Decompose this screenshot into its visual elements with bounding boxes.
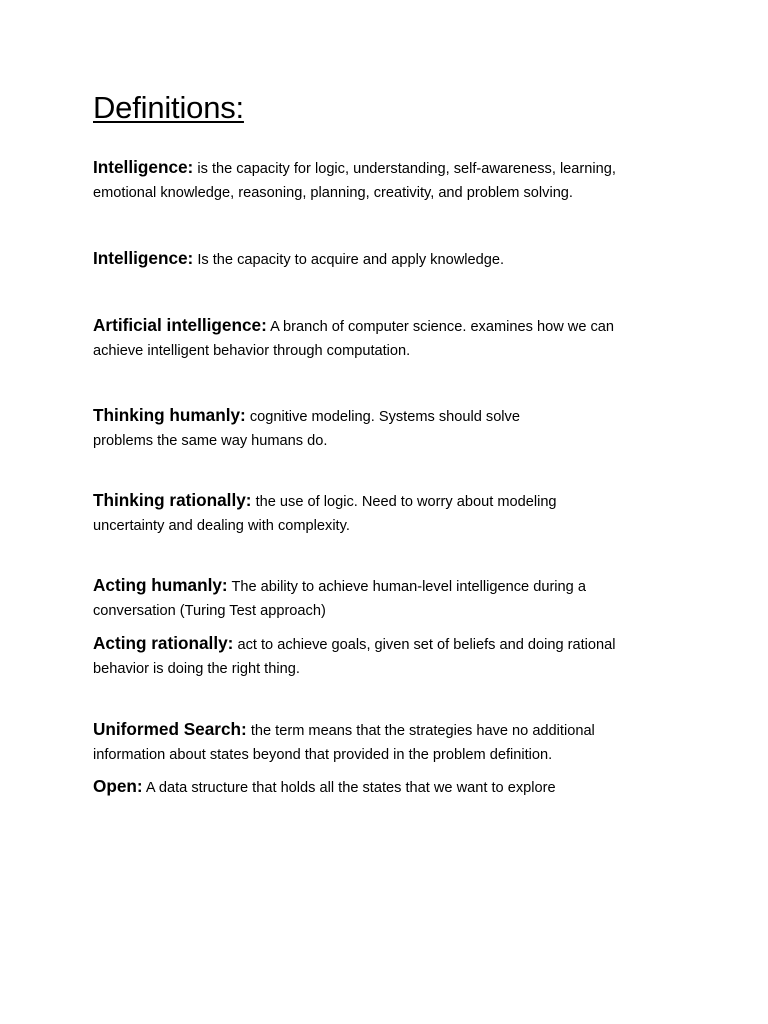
definition-text: the use of logic. Need to worry about modeling <box>255 494 557 510</box>
definition-term: Intelligence: <box>93 248 194 268</box>
definition-line <box>93 574 693 600</box>
definition-text: The ability to achieve human-level intelligence during a <box>231 579 586 595</box>
definition-term: Intelligence: <box>93 157 194 177</box>
definition-line <box>93 632 693 658</box>
page-title: Definitions: <box>93 90 244 125</box>
definition-line <box>93 404 693 430</box>
definition-line <box>93 775 693 801</box>
definition-acting-rationally <box>93 632 693 681</box>
definition-term: Acting humanly: <box>93 575 228 595</box>
definition-text: behavior is doing the right thing. <box>93 660 300 677</box>
definition-text: conversation (Turing Test approach) <box>93 602 326 619</box>
definition-line <box>93 314 693 340</box>
definition-text: the term means that the strategies have no additional <box>250 723 595 739</box>
definition-line <box>93 489 693 515</box>
definition-line <box>93 247 693 273</box>
definition-text: emotional knowledge, reasoning, planning, creativity, and problem solving. <box>93 184 573 201</box>
definition-text: is the capacity for logic, understanding, self-awareness, learning, <box>197 161 616 177</box>
definition-intelligence-2 <box>93 247 693 273</box>
definition-text: Is the capacity to acquire and apply knowledge. <box>197 252 505 268</box>
definition-text: uncertainty and dealing with complexity. <box>93 517 350 534</box>
definition-line <box>93 718 693 744</box>
definition-text: A branch of computer science. examines how we can <box>270 319 615 335</box>
definition-text: information about states beyond that provided in the problem definition. <box>93 746 553 763</box>
definition-intelligence-1 <box>93 156 693 205</box>
definition-text: cognitive modeling. Systems should solve <box>249 409 520 425</box>
definition-acting-humanly <box>93 574 693 623</box>
definition-uniformed-search <box>93 718 693 767</box>
definition-term: Open: <box>93 776 143 796</box>
definition-term: Artificial intelligence: <box>93 315 267 335</box>
definition-text: achieve intelligent behavior through computation. <box>93 342 411 359</box>
definition-thinking-rationally <box>93 489 693 538</box>
definition-artificial-intelligence <box>93 314 693 363</box>
definition-term: Acting rationally: <box>93 633 234 653</box>
definition-thinking-humanly <box>93 404 693 453</box>
definition-term: Thinking rationally: <box>93 490 252 510</box>
definition-text: problems the same way humans do. <box>93 432 328 449</box>
definition-open <box>93 775 693 801</box>
definition-text: act to achieve goals, given set of beliefs and doing rational <box>237 637 616 653</box>
definition-line <box>93 156 693 182</box>
definition-term: Thinking humanly: <box>93 405 246 425</box>
definition-text: A data structure that holds all the states that we want to explore <box>145 780 556 796</box>
definition-term: Uniformed Search: <box>93 719 247 739</box>
